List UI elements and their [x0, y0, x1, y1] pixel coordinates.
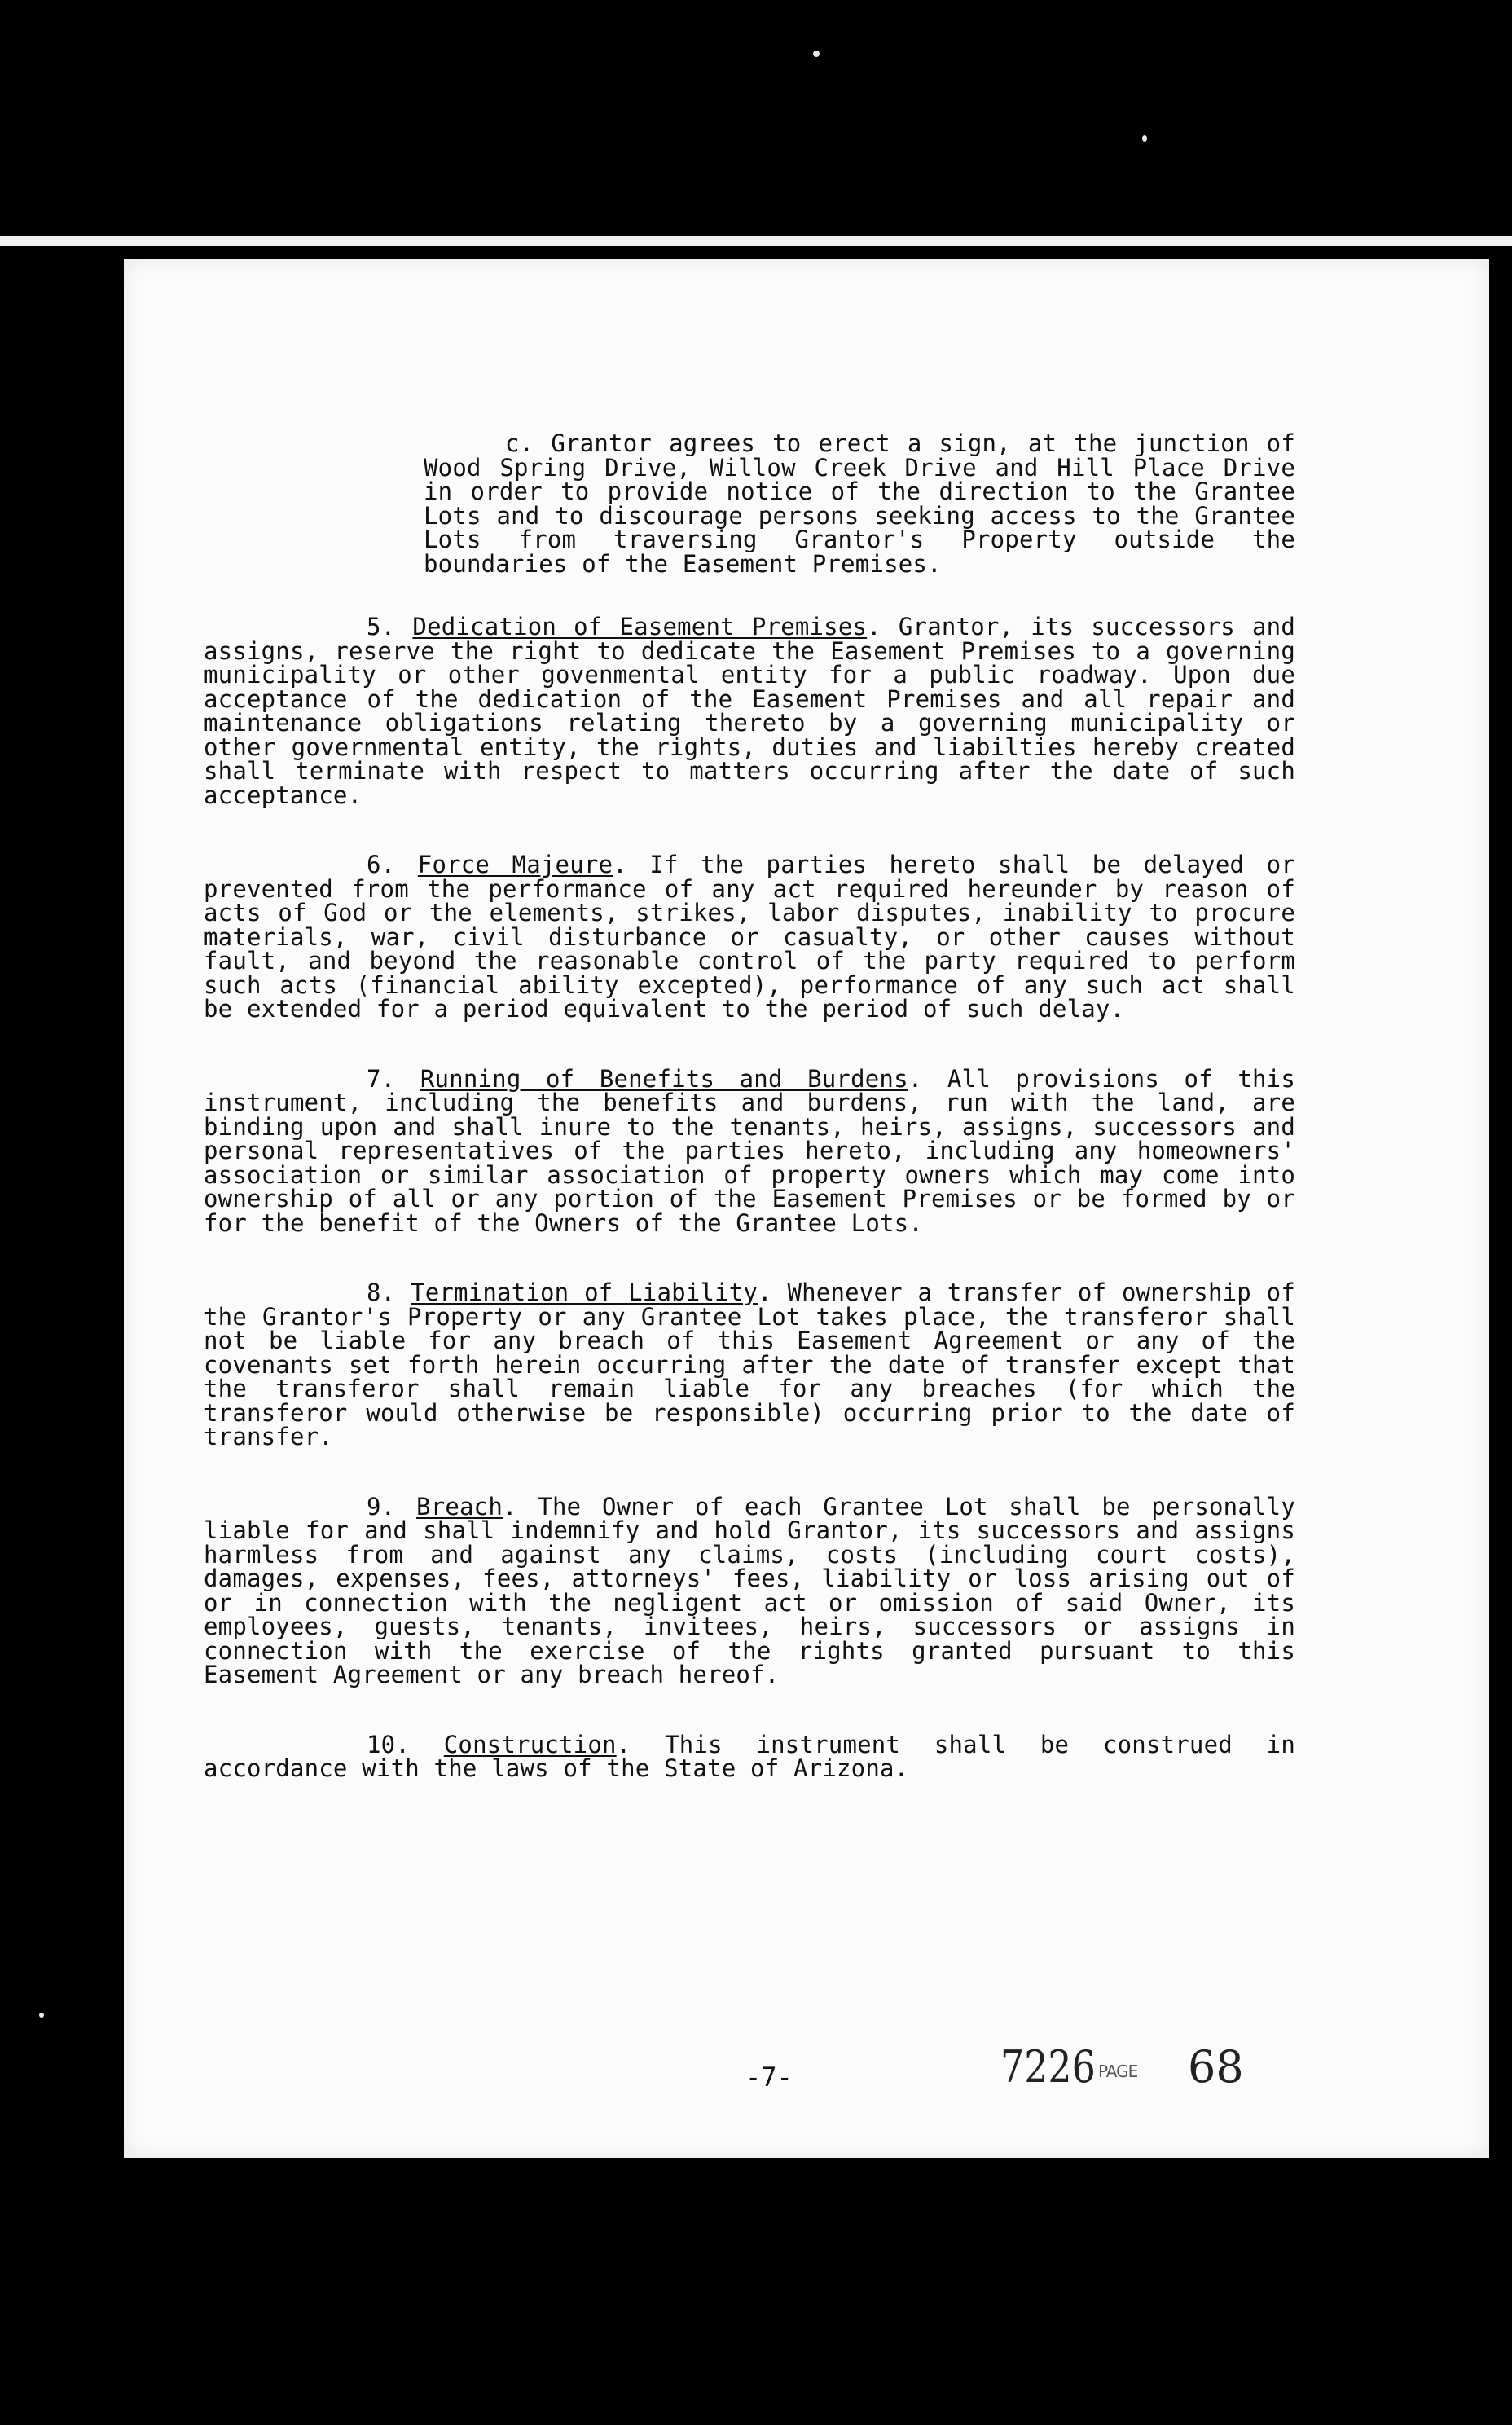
section-heading: Breach [416, 1492, 503, 1521]
section-heading: Dedication of Easement Premises [412, 613, 868, 640]
section-5 [204, 615, 1295, 808]
section-heading: Construction [443, 1730, 617, 1758]
recording-book-number: 7226 [1000, 2041, 1096, 2093]
section-heading: Running of Benefits and Burdens [420, 1064, 908, 1093]
scan-speck [39, 2013, 44, 2018]
section-text: . The Owner of each Grantee Lot shall be personally liable for and shall indemnify and hold Grantor, its successors and assigns harmless from and against any claims, costs (including court costs), damages, expenses, fees, attorneys' fees, liability or loss arising out of or in connection with the negligent act or omission of said Owner, its employees, guests, tenants, invitees, heirs, successors or assigns in connection with the exercise of the rights granted pursuant to this Easement Agreement or any breach hereof. [204, 1492, 1295, 1688]
section-number: 8. [367, 1279, 396, 1306]
scan-edge-line [0, 236, 1512, 246]
scan-speck [813, 51, 820, 57]
section-number: 7. [367, 1064, 396, 1093]
recording-page-number: 68 [1188, 2041, 1244, 2093]
section-6 [204, 853, 1295, 1022]
section-10 [204, 1730, 1295, 1782]
section-7 [204, 1064, 1295, 1237]
section-heading: Force Majeure [417, 851, 613, 878]
section-text: . Grantor, its successors and assigns, reserve the right to dedicate the Easement Premises to a governing municipality or other govenmental entity for a public roadway. Upon due acceptance of the dedication of the Easement Premises and all repair and maintenance obligations relating thereto by a governing municipality or other governmental entity, the rights, duties and liabilties hereby created shall terminate with respect to matters occurring after the date of such acceptance. [204, 613, 1295, 809]
section-number: 5. [367, 613, 396, 640]
section-number: 10. [367, 1730, 410, 1758]
section-text: . All provisions of this instrument, including the benefits and burdens, run with the land, are binding upon and shall inure to the tenants, heirs, assigns, successors and personal representatives of the parties hereto, including any homeowners' association or similar association of property owners which may come into ownership of all or any portion of the Easement Premises or be formed by or for the benefit of the Owners of the Grantee Lots. [204, 1064, 1295, 1237]
section-9 [204, 1492, 1295, 1688]
section-heading: Termination of Liability [411, 1279, 758, 1306]
page-number-footer: -7- [745, 2062, 793, 2093]
section-number: 9. [367, 1492, 396, 1521]
section-number: 6. [367, 851, 396, 878]
paragraph-number: c. [505, 429, 534, 457]
section-text: . Whenever a transfer of ownership of the Grantor's Property or any Grantee Lot takes place, the transferor shall not be liable for any breach of this Easement Agreement or any of the covenants set forth herein occurring after the date of transfer except that the transferor shall remain liable for any breaches (for which the transferor would otherwise be responsible) occurring prior to the date of transfer. [204, 1279, 1295, 1450]
scan-speck [1142, 135, 1147, 142]
document-body [204, 429, 1295, 1827]
paragraph-text: Grantor agrees to erect a sign, at the junction of Wood Spring Drive, Willow Creek Drive and Hill Place Drive in order to provide notice of the direction to the Grantee Lots and to discourage persons seeking access to the Grantee Lots from traversing Grantor's Property outside the boundaries of the Easement Premises. [424, 429, 1295, 578]
section-text: . This instrument shall be construed in accordance with the laws of the State of Arizona. [204, 1730, 1295, 1782]
recording-page-label: PAGE [1098, 2062, 1138, 2081]
section-8 [204, 1281, 1295, 1450]
paragraph-c [204, 429, 1295, 578]
section-text: . If the parties hereto shall be delayed or prevented from the performance of any act required hereunder by reason of acts of God or the elements, strikes, labor disputes, inability to procure materials, war, civil disturbance or casualty, or other causes without fault, and beyond the reasonable control of the party required to perform such acts (financial ability excepted), performance of any such act shall be extended for a period equivalent to the period of such delay. [204, 851, 1295, 1023]
